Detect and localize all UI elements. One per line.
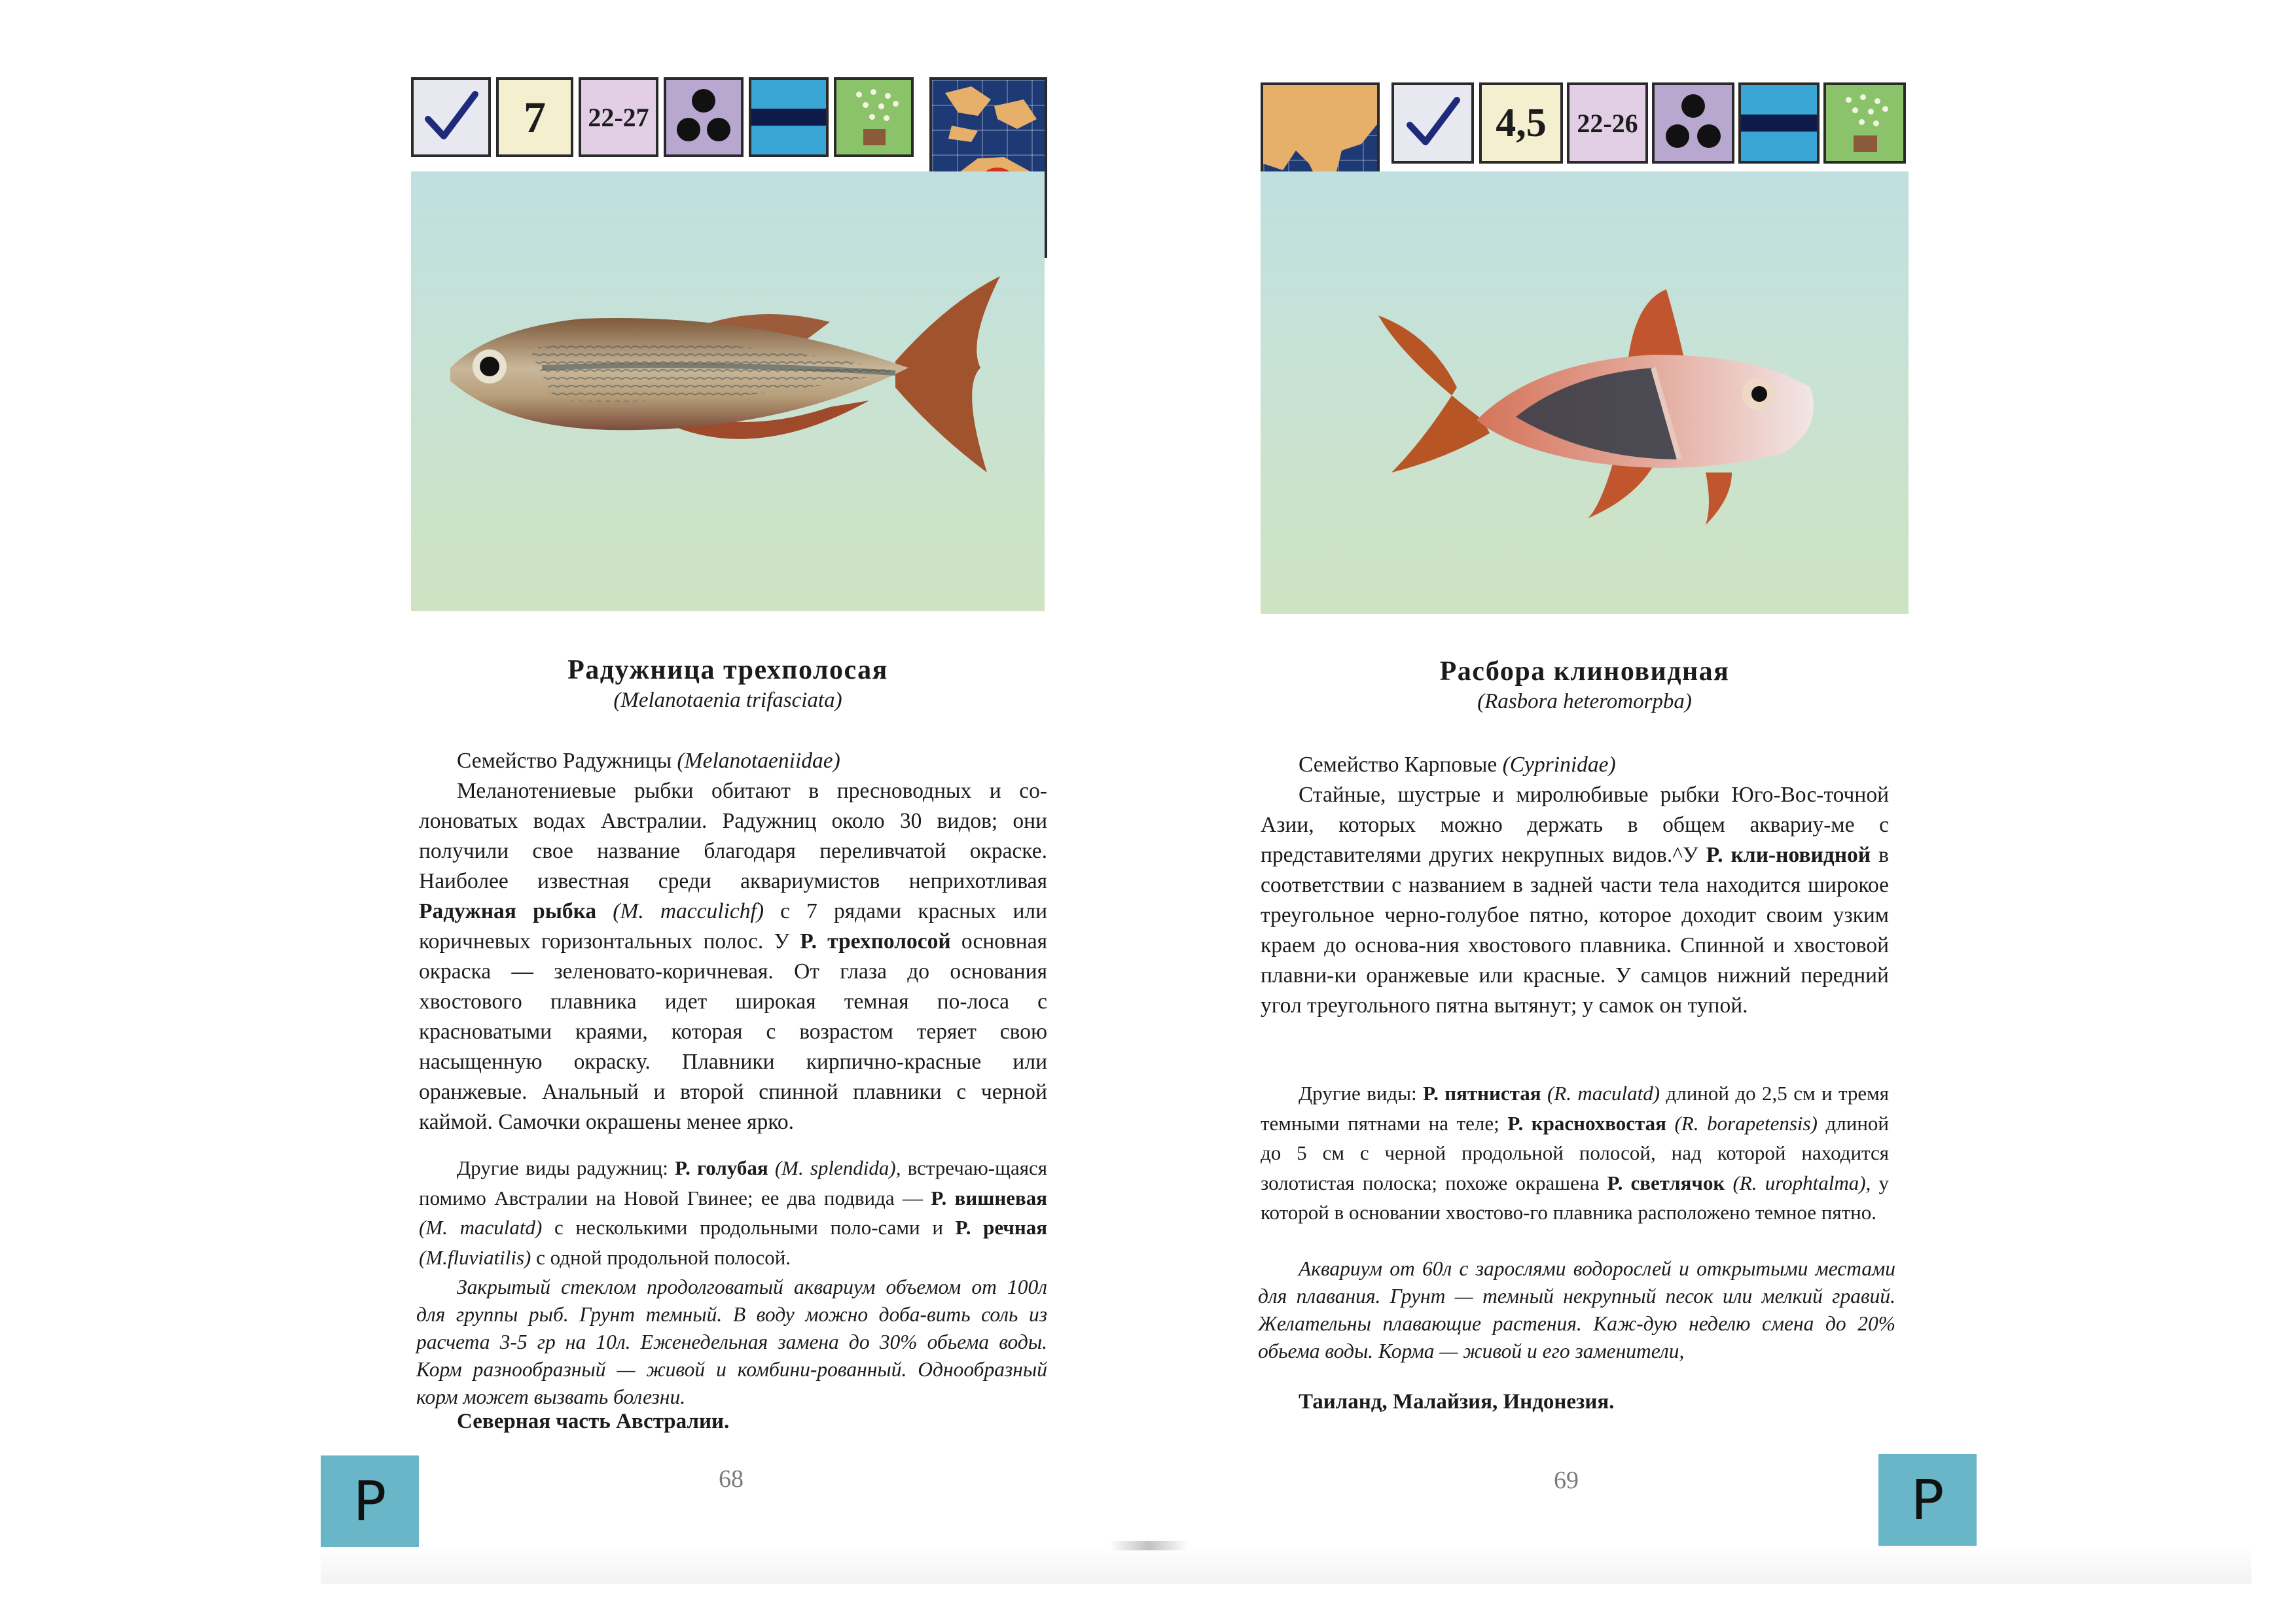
checkmark-icon — [422, 88, 480, 147]
species-title: Расбора клиновидная — [1439, 656, 1730, 687]
description-paragraph: Стайные, шустрые и миролюбивые рыбки Юго-Вос-точной Азии, которых можно держать в общем аквариу-ме с представителями других некрупных видов.^У P. кли-новидной в соответствии с названием в задней части тела находится широкое треугольное черно-голубое пятно, которое доходит своим узким краем до основа-ния хвостового плавника. Спинной и хвостовой плавни-ки оранжевые или красные. У самцов нижний передний угол треугольного пятна вытянут; у самок он тупой. — [1261, 783, 1889, 1018]
family-label: Семейство Карповые — [1299, 753, 1498, 777]
rasbora-photo — [1261, 171, 1909, 614]
species-latin-name: (Rasbora heteromorpba) — [1477, 690, 1692, 713]
checkmark-icon — [1403, 94, 1462, 152]
temperature-value: 22-27 — [588, 102, 649, 132]
aquarium-care-paragraph: Закрытый стеклом продолговатый аквариум объемом от 100л для группы рыб. Грунт темный. В воду можно доба-вить соль из расчета 3-5 гр на 10л. Еженедельная замена до 30% обьема воды. Корм разнообразный — живой и комбини-рованный. Однообразный корм может вызвать болезни. — [416, 1275, 1047, 1408]
aquarium-care-paragraph: Аквариум от 60л с зарослями водорослей и открытыми местами для плавания. Грунт — темный некрупный песок или мелкий гравий. Желательны плавающие растения. Каж-дую неделю смена до 20% обьема воды. Корма — живой и его заменители, — [1258, 1257, 1895, 1363]
fish-size-badge — [496, 77, 573, 157]
page-number: 69 — [1554, 1467, 1579, 1494]
rainbowfish-photo — [411, 171, 1045, 611]
other-species-paragraph: Другие виды: P. пятнистая (R. maculatd) длиной до 2,5 см и тремя темными пятнами на теле; P. краснохвостая (R. borapetensis) длиной до 5 см с черной продольной полосой, над которой находится золотистая полоска; похоже окрашена P. светлячок (R. urophtalma), у которой в основании хвостово-го плавника расположено темное пятно. — [1261, 1082, 1890, 1224]
plants-substrate-icon — [834, 77, 914, 157]
gutter-mark — [1109, 1541, 1188, 1550]
page-number: 68 — [719, 1465, 744, 1493]
alphabet-tab-letter: Р — [1910, 1468, 1945, 1532]
habitat-region: Таиланд, Малайзия, Индонезия. — [1299, 1390, 1615, 1414]
swim-zone-dots-icon — [664, 77, 744, 157]
other-species-paragraph: Другие виды радужниц: P. голубая (M. splendida), встречаю-щаяся помимо Австралии на Новой Гвинее; ее два подвида — P. вишневая (M. maculatd) с несколькими продольными поло-сами и P. речная (M.fluviatilis) с одной продольной полосой. — [419, 1156, 1048, 1269]
habitat-region: Северная часть Австралии. — [457, 1410, 730, 1433]
plants-substrate-icon — [1823, 82, 1906, 164]
rainbowfish-illustration — [411, 171, 1045, 611]
swim-zone-dots-icon — [1652, 82, 1734, 164]
page-bottom-shade — [321, 1544, 2251, 1584]
fish-size-value: 7 — [524, 92, 546, 142]
family-line — [1261, 750, 1889, 780]
family-latin: (Melanotaeniidae) — [677, 749, 840, 773]
alphabet-tab — [321, 1455, 419, 1547]
rasbora-illustration — [1261, 171, 1909, 614]
fish-size-value: 4,5 — [1496, 100, 1547, 145]
family-latin: (Cyprinidae) — [1502, 753, 1616, 777]
species-title: Радужница трехполосая — [567, 655, 888, 685]
suitable-beginner-checkmark-icon — [1391, 82, 1474, 164]
alphabet-tab — [1878, 1454, 1977, 1546]
species-latin-name: (Melanotaenia trifasciata) — [613, 688, 842, 712]
alphabet-tab-letter: Р — [353, 1469, 387, 1533]
temperature-badge — [579, 77, 658, 157]
family-line — [419, 746, 1047, 776]
temperature-badge — [1567, 82, 1648, 164]
temperature-value: 22-26 — [1577, 108, 1638, 138]
description-paragraph: Меланотениевые рыбки обитают в пресноводных и со-лоноватых водах Австралии. Радужниц около 30 видов; они получили свое название благодаря переливчатой окраске. Наиболее известная среди аквариумистов неприхотливая Радужная рыбка (M. macculichf) с 7 рядами красных или коричневых горизонтальных полос. У P. трехполосой основная окраска — зеленовато-коричневая. От глаза до основания хвостового плавника идет широкая темная по-лоса с красноватыми краями, которая с возрастом теряет свою насыщенную окраску. Плавники кирпично-красные или оранжевые. Анальный и второй спинной плавники с черной каймой. Самочки окрашены менее ярко. — [419, 779, 1048, 1134]
family-label: Семейство Радужницы — [457, 749, 672, 773]
water-layer-icon — [749, 77, 829, 157]
fish-size-badge — [1479, 82, 1563, 164]
suitable-beginner-checkmark-icon — [411, 77, 491, 157]
water-layer-icon — [1738, 82, 1820, 164]
